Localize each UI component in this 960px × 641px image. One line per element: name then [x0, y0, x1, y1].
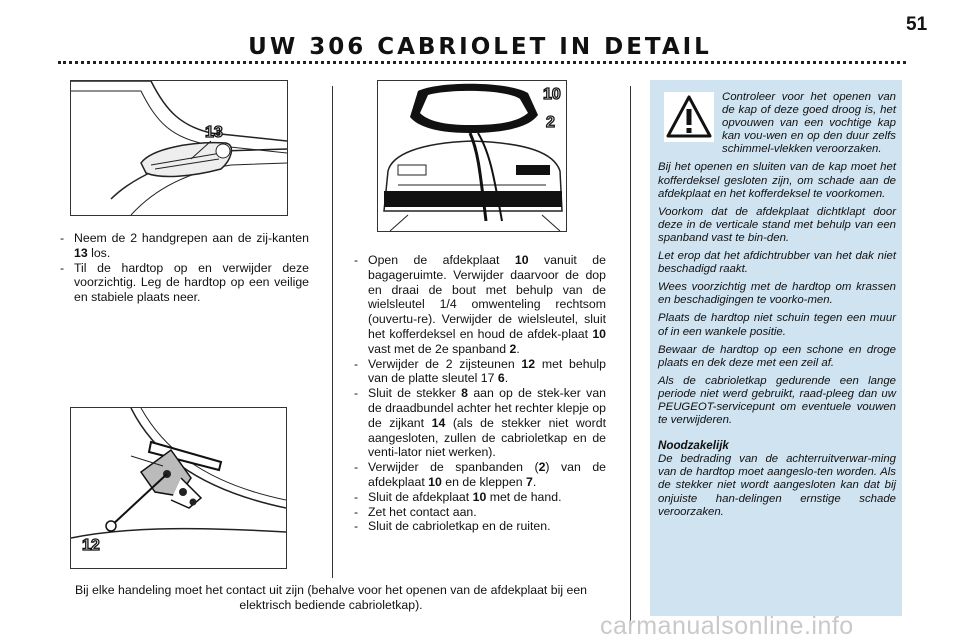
- warning-paragraph: Bij het openen en sluiten van de kap moet het kofferdeksel gesloten zijn, om schade aan de afdekplaat en het kofferdeksel te voorkomen.: [658, 161, 896, 200]
- important-text: De bedrading van de achterruitverwar-ming van de hardtop moet aangeslo-ten worden. Als de stekker niet wordt aangesloten kan dat bij onjuiste han-delingen ernstige schade veroorzaken.: [658, 453, 896, 518]
- figure-side-support: [70, 407, 287, 569]
- list-item: - Neem de 2 handgrepen aan de zij-kanten 13 los.: [56, 231, 309, 261]
- warning-text: [658, 91, 896, 524]
- footer-note: Bij elke handeling moet het contact uit zijn (behalve voor het openen van de afdekplaat bij een elektrisch bediende cabrioletkap).: [74, 583, 588, 612]
- title-divider: [58, 61, 906, 64]
- callout-12: 12: [82, 537, 100, 554]
- column-divider-right: [630, 86, 631, 623]
- list-item: - Zet het contact aan.: [350, 505, 606, 520]
- warning-paragraph: Bewaar de hardtop op een schone en droge plaats en dek deze met een zeil af.: [658, 343, 896, 369]
- important-heading: Noodzakelijk: [658, 439, 729, 453]
- warning-paragraph: Controleer voor het openen van de kap of deze goed droog is, het opvouwen van een vochtige kap kan vou-wen en op den duur zelfs schimmel-vlekken veroorzaken.: [722, 91, 896, 156]
- callout-13: 13: [205, 124, 223, 141]
- callout-10: 10: [543, 86, 561, 103]
- warning-paragraph: Als de cabrioletkap gedurende een lange periode niet werd gebruikt, raad-pleeg dan uw PEUGEOT-servicepunt om eventuele vouwen te verwijderen.: [658, 374, 896, 427]
- figure-hardtop-handle: [70, 80, 288, 216]
- column-divider-left: [332, 86, 333, 578]
- left-steps-list: [56, 231, 309, 305]
- warning-paragraph: Wees voorzichtig met de hardtop om krassen en beschadigingen te voorko-men.: [658, 281, 896, 307]
- figure-cover-plate: [377, 80, 567, 232]
- callout-2: 2: [546, 114, 555, 131]
- list-item: - Verwijder de spanbanden (2) van de afdekplaat 10 en de kleppen 7.: [350, 460, 606, 490]
- page-number: 51: [906, 14, 928, 35]
- list-item: - Sluit de stekker 8 aan op de stek-ker van de draadbundel achter het rechter klepje op de zijkant 14 (als de stekker niet wordt aangesloten, zullen de cabrioletkap en de venti-lator niet werken).: [350, 386, 606, 460]
- warning-paragraph: Let erop dat het afdichtrubber van het dak niet beschadigd raakt.: [658, 250, 896, 276]
- list-item: - Til de hardtop op en verwijder deze voorzichtig. Leg de hardtop op een veilige en stabiele plaats neer.: [56, 261, 309, 305]
- watermark: carmanualsonline.info: [600, 612, 854, 640]
- list-item: - Verwijder de 2 zijsteunen 12 met behulp van de platte sleutel 17 6.: [350, 357, 606, 387]
- page-title: UW 306 CABRIOLET IN DETAIL: [248, 34, 712, 60]
- list-item: - Sluit de cabrioletkap en de ruiten.: [350, 519, 606, 534]
- warning-paragraph: Plaats de hardtop niet schuin tegen een muur of in een wankele positie.: [658, 312, 896, 338]
- list-item: - Sluit de afdekplaat 10 met de hand.: [350, 490, 606, 505]
- warning-box: [650, 80, 902, 616]
- list-item: - Open de afdekplaat 10 vanuit de bagageruimte. Verwijder daarvoor de dop en draai de bout met behulp van de wielsleutel 1/4 omwenteling rechtsom (ouvertu-re). Verwijder de wielsleutel, sluit het kofferdeksel en houd de afdek-plaat 10 vast met de 2e spanband 2.: [350, 253, 606, 357]
- warning-paragraph: Voorkom dat de afdekplaat dichtklapt door deze in de verticale stand met behulp van een spanband vast te bin-den.: [658, 205, 896, 244]
- middle-steps-list: [350, 253, 606, 534]
